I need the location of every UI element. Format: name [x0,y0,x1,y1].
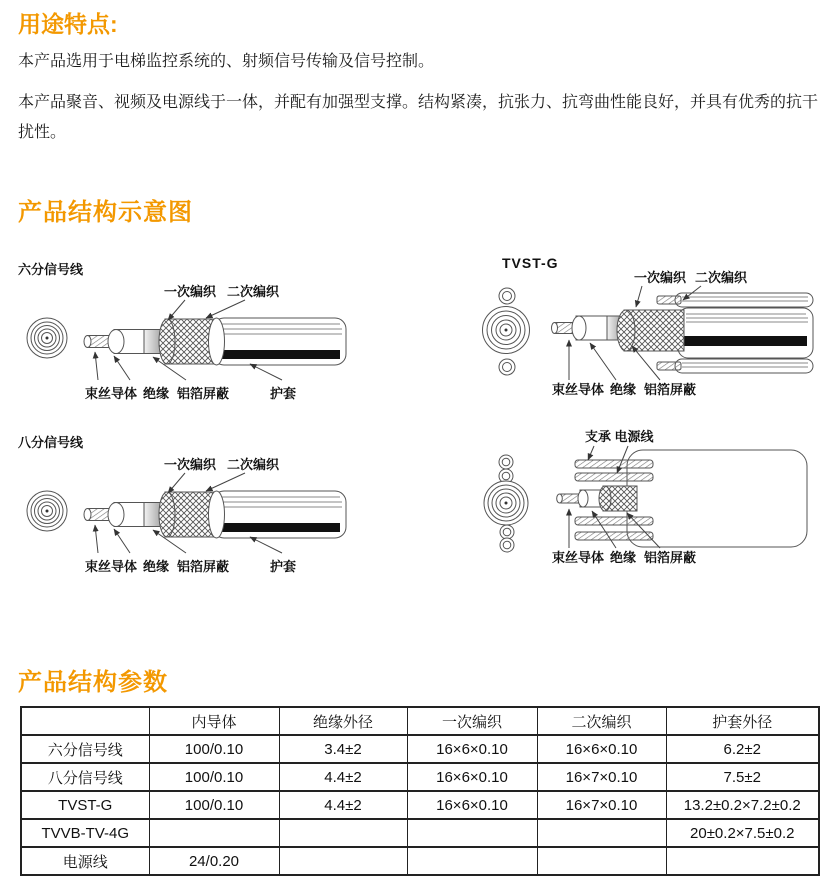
cell-value: 24/0.20 [149,847,279,875]
cable-cross-section-icon [27,318,67,358]
sheath-part [209,318,347,365]
diagram-tvst-g-cable [420,248,832,408]
cell-product-name: TVST-G [21,791,149,819]
header-cell-insulation-od: 绝缘外径 [279,707,407,735]
header-cell-primary-braid: 一次编织 [407,707,537,735]
support-wire [575,460,653,468]
usage-line-1: 本产品选用于电梯监控系统的、射频信号传输及信号控制。 [18,53,435,70]
sheath-part [678,308,813,358]
cell-value: 16×6×0.10 [407,735,537,763]
cell-value: 4.4±2 [279,791,407,819]
cell-value: 16×6×0.10 [407,763,537,791]
diagram-title: 八分信号线 [18,435,84,450]
cable-3d-view [557,450,807,547]
structure-heading: 产品结构示意图 [18,199,193,226]
cell-value [537,847,666,875]
usage-section [18,6,820,159]
cell-product-name: 电源线 [21,847,149,875]
cell-value: 3.4±2 [279,735,407,763]
cell-value: 16×6×0.10 [537,735,666,763]
bottom-support-tube [675,359,813,373]
table-header-row [21,707,819,735]
primary-braid-label: 一次编织 [633,270,687,285]
cable-3d-view [552,293,814,373]
header-cell-blank [21,707,149,735]
cell-value [537,819,666,847]
cable-cross-section-icon [483,288,530,375]
flat-sheath-body [627,450,807,547]
cell-value [407,847,537,875]
sheath-part [209,491,347,538]
table-row [21,763,819,791]
secondary-braid-label: 二次编织 [694,270,748,285]
cell-value: 16×6×0.10 [407,791,537,819]
foil-shield-label: 铝箔屏蔽 [176,559,230,574]
cell-value: 13.2±0.2×7.2±0.2 [666,791,819,819]
cell-value: 16×7×0.10 [537,791,666,819]
sheath-label: 护套 [269,386,297,401]
primary-braid-label: 一次编织 [163,457,217,472]
table-row [21,819,819,847]
diagram-title: TVST-G [502,255,559,271]
insulation-label: 绝缘 [609,382,637,397]
usage-heading: 用途特点: [18,11,118,37]
sheath-label: 护套 [269,559,297,574]
header-cell-sheath-od: 护套外径 [666,707,819,735]
cell-product-name: TVVB-TV-4G [21,819,149,847]
insulation-label: 绝缘 [609,550,637,565]
conductor-label: 束丝导体 [84,386,138,401]
cell-value [666,847,819,875]
cell-product-name: 八分信号线 [21,763,149,791]
cell-value: 6.2±2 [666,735,819,763]
power-wire [575,532,653,540]
cable-3d-view [84,318,346,365]
foil-shield-label: 铝箔屏蔽 [643,382,697,397]
cable-cross-section-icon [484,455,528,552]
braid-part [617,310,684,351]
insulation-label: 绝缘 [142,559,170,574]
cell-value: 100/0.10 [149,735,279,763]
cell-value: 100/0.10 [149,791,279,819]
cell-value: 4.4±2 [279,763,407,791]
cell-product-name: 六分信号线 [21,735,149,763]
support-label: 支承 [584,429,612,444]
top-support-tube [675,293,813,307]
table-row [21,791,819,819]
diagram-eight-signal-cable [10,423,400,581]
secondary-braid-label: 二次编织 [226,284,280,299]
conductor-label: 束丝导体 [84,559,138,574]
power-wire [575,517,653,525]
cell-value: 7.5±2 [666,763,819,791]
cable-cross-section-icon [27,491,67,531]
diagram-flat-combined-cable [420,420,832,585]
header-cell-inner-conductor: 内导体 [149,707,279,735]
cell-value: 20±0.2×7.5±0.2 [666,819,819,847]
power-wire-label: 电源线 [614,429,654,444]
foil-shield-label: 铝箔屏蔽 [643,550,697,565]
cable-3d-view [84,491,346,538]
conductor-label: 束丝导体 [551,382,605,397]
cell-value: 16×7×0.10 [537,763,666,791]
header-cell-secondary-braid: 二次编织 [537,707,666,735]
cell-value [149,819,279,847]
params-table [20,706,820,876]
power-wire [575,473,653,481]
insulation-label: 绝缘 [142,386,170,401]
table-row [21,735,819,763]
cell-value [279,819,407,847]
foil-shield-label: 铝箔屏蔽 [176,386,230,401]
secondary-braid-label: 二次编织 [226,457,280,472]
usage-line-2: 本产品聚音、视频及电源线于一体，并配有加强型支撑。结构紧凑，抗张力、抗弯曲性能良好，并具有优秀的抗干扰性。 [18,94,819,141]
cell-value [407,819,537,847]
table-row [21,847,819,875]
conductor-label: 束丝导体 [551,550,605,565]
braid-part [599,486,637,511]
cell-value [279,847,407,875]
params-heading: 产品结构参数 [18,669,168,696]
cell-value: 100/0.10 [149,763,279,791]
diagram-title: 六分信号线 [18,262,84,277]
diagram-six-signal-cable [10,250,400,408]
primary-braid-label: 一次编织 [163,284,217,299]
